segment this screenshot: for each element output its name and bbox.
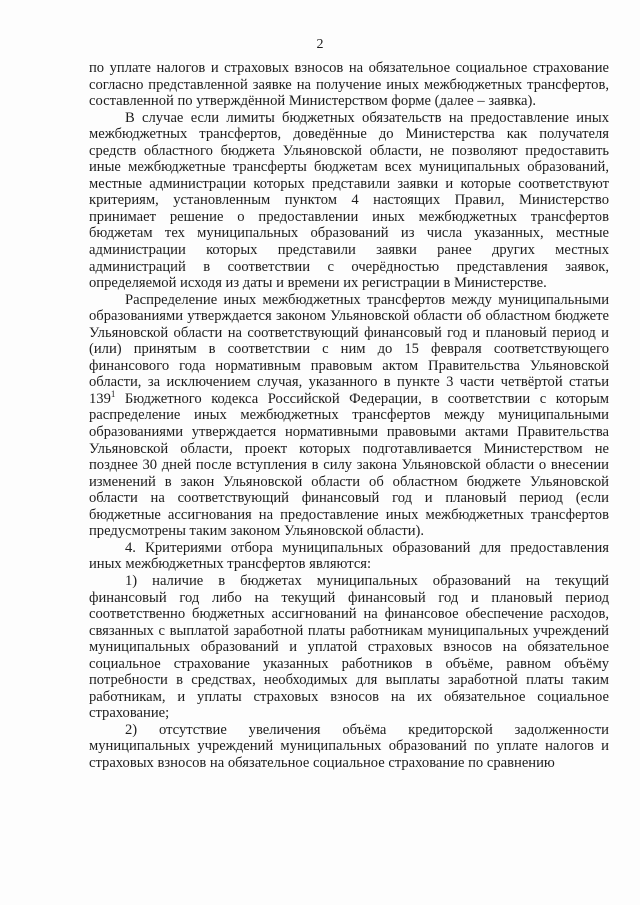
paragraph-criterion-2: 2) отсутствие увеличения объёма кредиторской задолженности муниципальных учреждений муниципальных образований по уплате налогов и страховых взносов на обязательное социальное страхование по сравнению: [89, 721, 609, 771]
distribution-text-start: Распределение иных межбюджетных трансфертов между муниципальными образованиями утверждается законом Ульяновской области об областном бюджете Ульяновской области на соответствующий финансовый год и плановый период и (или) принятым в соответствии с ним до 15 февраля соответствующего финансового года нормативным правовым актом Правительства Ульяновской области, за исключением случая, указанного в пункте 3 части четвёртой статьи 139: [89, 291, 609, 407]
paragraph-criterion-1: 1) наличие в бюджетах муниципальных образований на текущий финансовый год либо на текущий финансовый год и плановый период соответственно бюджетных ассигнований на финансовое обеспечение расходов, связанных с выплатой заработной платы работникам муниципальных учреждений муниципальных образований и уплатой страховых взносов на обязательное социальное страхование указанных работников в объёме, равном объёму потребности в средствах, необходимых для выплаты заработной платы таким работникам, и уплаты страховых взносов на их обязательное социальное страхование;: [89, 572, 609, 722]
paragraph-continuation: по уплате налогов и страховых взносов на обязательное социальное страхование согласно представленной заявке на получение иных межбюджетных трансфертов, составленной по утверждённой Министерством форме (далее – заявка).: [89, 60, 609, 110]
page-number: 2: [316, 37, 324, 52]
paragraph-limits: В случае если лимиты бюджетных обязательств на предоставление иных межбюджетных трансфертов, доведённые до Министерства как получателя средств областного бюджета Ульяновской области, не позволяют предоставить иные межбюджетные трансферты бюджетам всех муниципальных образований, местные администрации которых представили заявки и которые соответствуют критериям, установленным пунктом 4 настоящих Правил, Министерство принимает решение о предоставлении иных межбюджетных трансфертов бюджетам тех муниципальных образований из числа указанных, местные администрации которых представили заявки ранее других местных администраций в соответствии с очерёдностью представления заявок, определяемой исходя из даты и времени их регистрации в Министерстве.: [89, 109, 609, 292]
paragraph-distribution: [89, 292, 609, 540]
document-body: [89, 60, 609, 772]
paragraph-criteria-heading: 4. Критериями отбора муниципальных образований для предоставления иных межбюджетных трансфертов являются:: [89, 539, 609, 573]
article-superscript: 1: [110, 389, 116, 400]
distribution-text-end: Бюджетного кодекса Российской Федерации, в соответствии с которым распределение иных межбюджетных трансфертов между муниципальными образованиями утверждается нормативными правовыми актами Правительства Ульяновской области, проект которых подготавливается Министерством не позднее 30 дней после вступления в силу закона Ульяновской области о внесении изменений в закон Ульяновской области об областном бюджете Ульяновской области на соответствующий финансовый год и плановый период (если бюджетные ассигнования на предоставление иных межбюджетных трансфертов предусмотрены таким законом Ульяновской области).: [89, 390, 609, 540]
